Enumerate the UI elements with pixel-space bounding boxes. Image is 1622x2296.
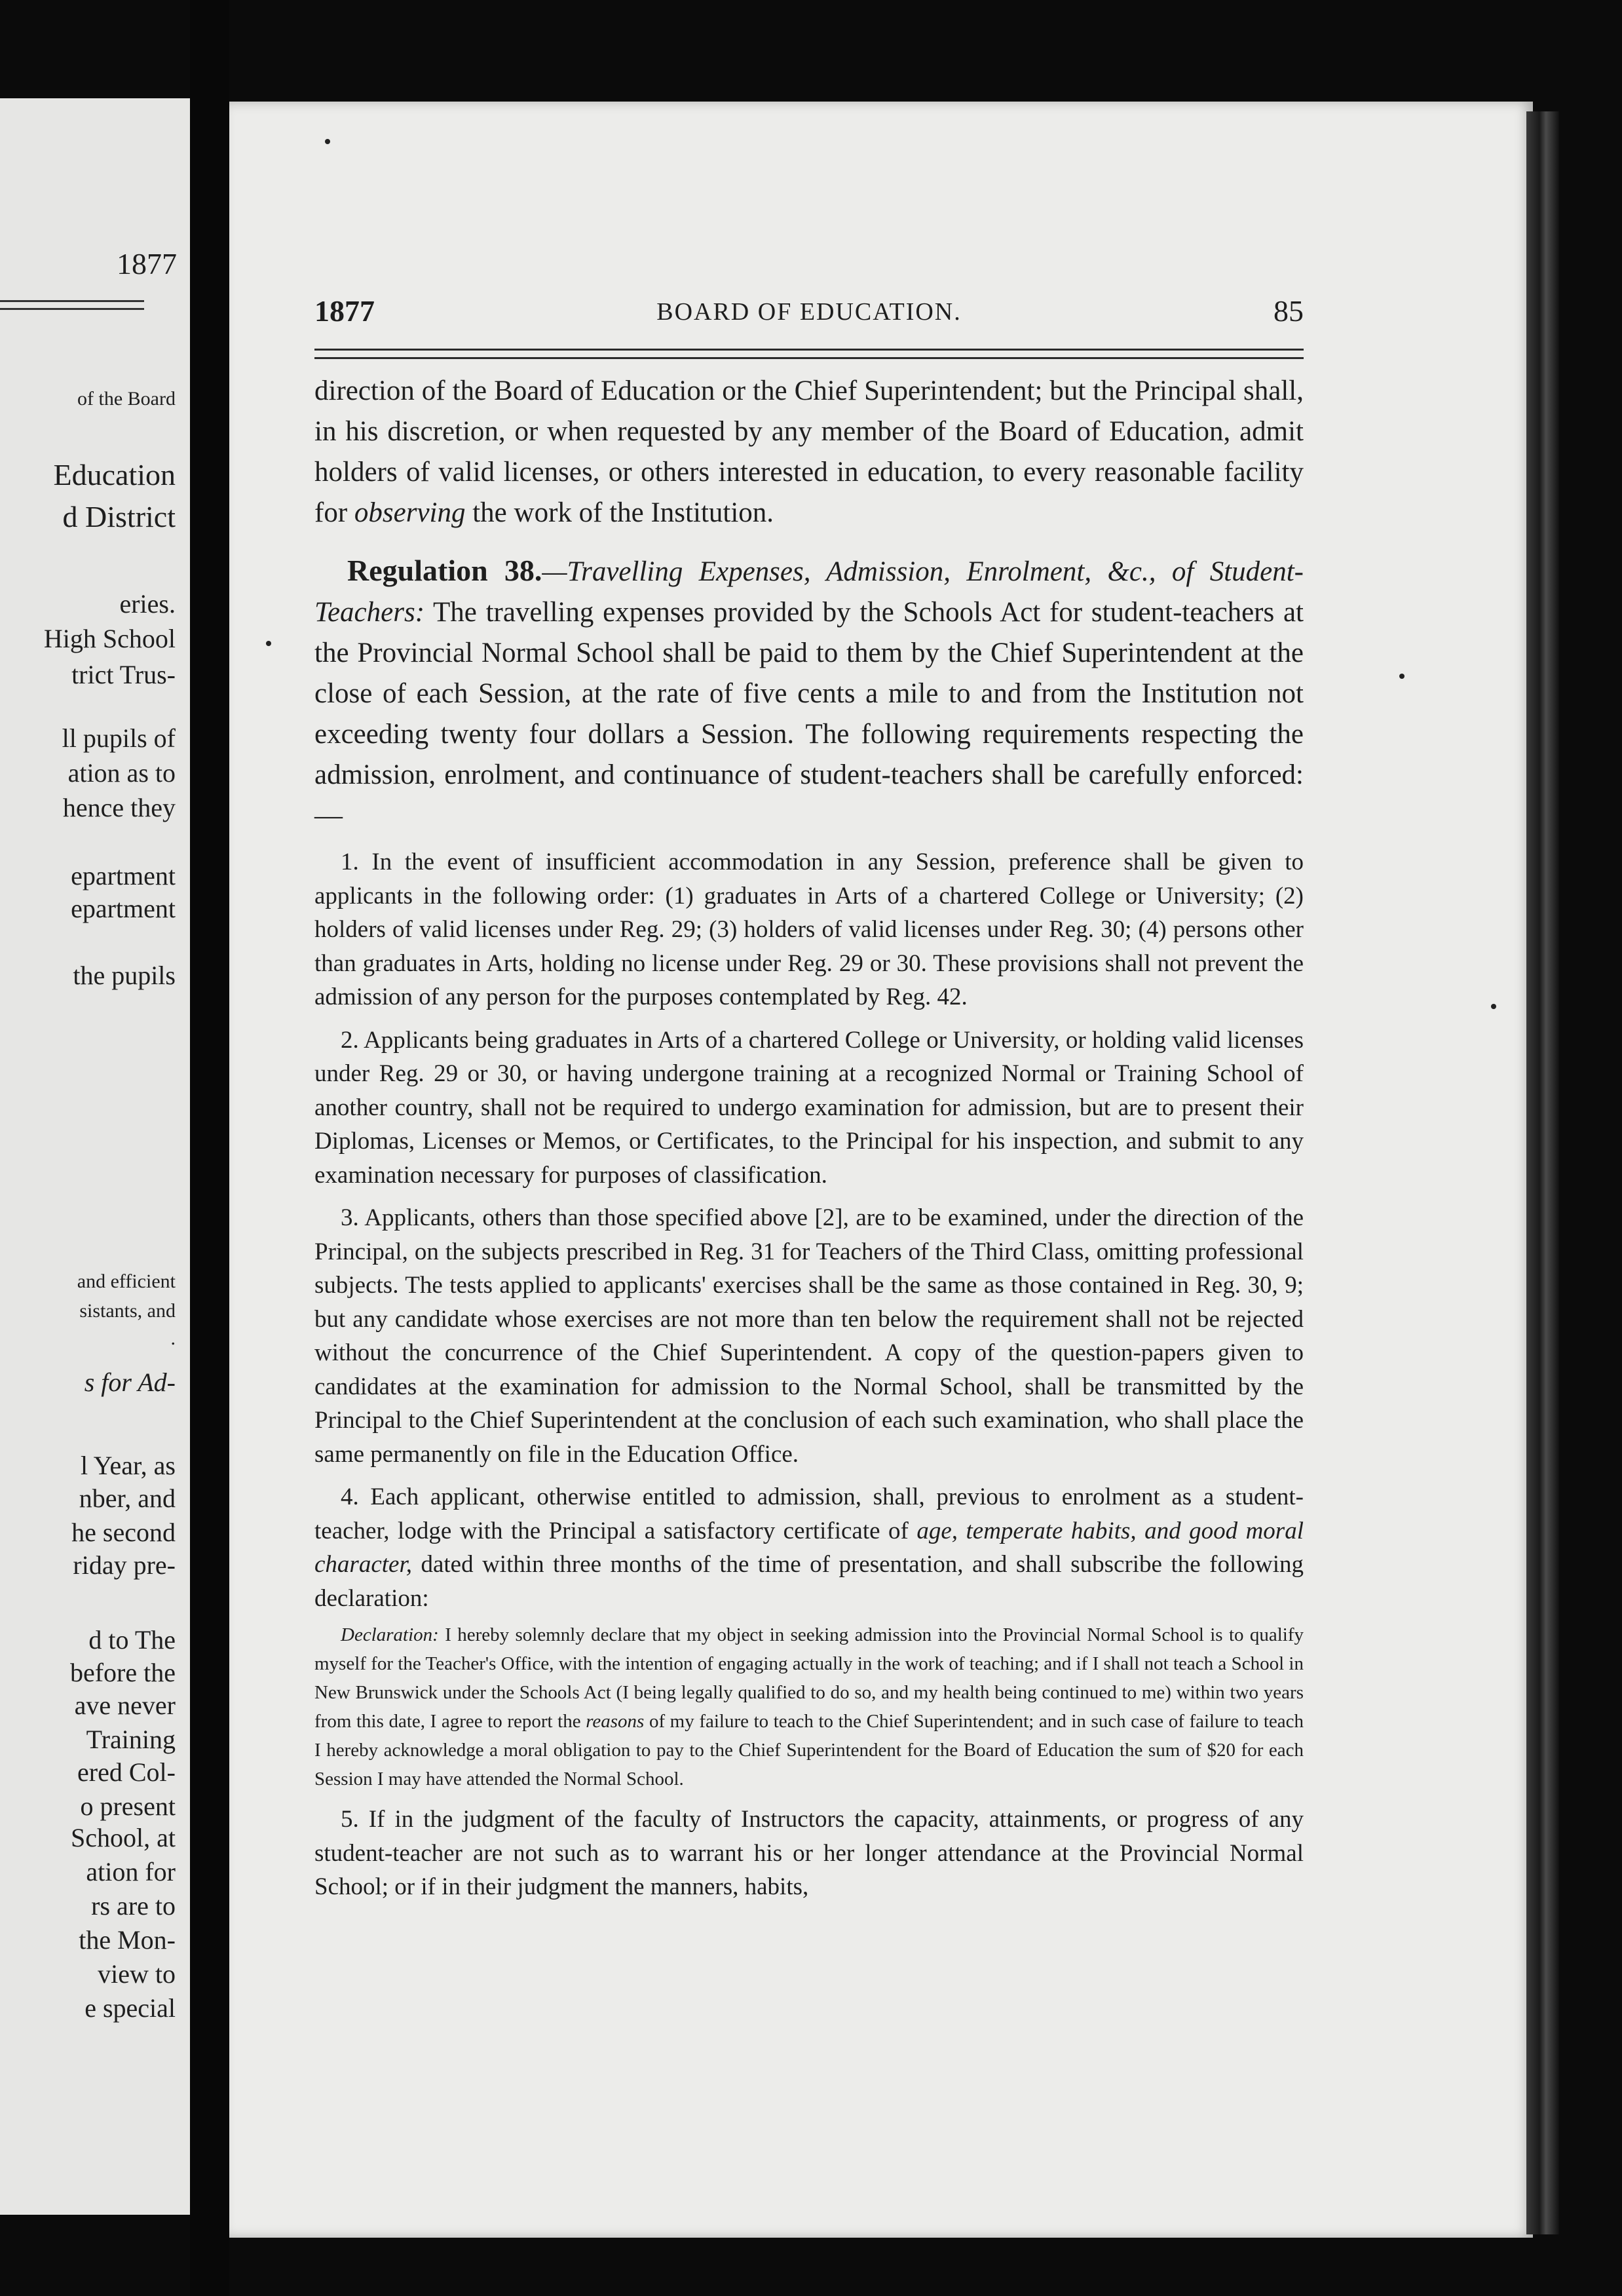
speck: [325, 139, 330, 144]
regulation-text: The travelling expenses provided by the Schools Act for student-teachers at the Provincial Normal School shall be paid to them by the Chief Superintendent at the close of each Session, at the rate of five cents a mile to and from the Institution not exceeding twenty four dollars a Session. The following requirements respecting the admission, enrolment, and continuance of student-teachers shall be carefully enforced:—: [314, 597, 1304, 831]
speck: [1491, 1004, 1496, 1009]
left-page-line: ation for: [86, 1857, 176, 1886]
item-3: 3. Applicants, others than those specified above [2], are to be examined, under the direction of the Principal, on the subjects prescribed in Reg. 31 for Teachers of the Third Class, omitting professional subjects. The tests applied to applicants' exercises shall be the same as those contained in Reg. 30, 9; but any candidate whose exercises are not more than ten below the requirement shall not be rejected without the concurrence of the Chief Superintendent. A copy of the question-papers given to candidates at the examination for admission to the Normal School, shall be transmitted by the Principal to the Chief Superintendent at the conclusion of each such examination, who shall place the same permanently on file in the Education Office.: [314, 1204, 1304, 1468]
speck: [266, 641, 271, 646]
left-page-line: epartment: [71, 894, 176, 923]
left-page-line: view to: [98, 1959, 176, 1989]
item-4-start: 4. Each applicant, otherwise entitled to admission, shall, previous to enrolment as a student-teacher, lodge with the Principal a satisfactory certificate of: [314, 1483, 1304, 1544]
left-page-line: epartment: [71, 861, 176, 890]
left-page-line: Education: [53, 458, 176, 491]
left-page-line: eries.: [119, 589, 176, 619]
left-page-line: ll pupils of: [62, 723, 176, 753]
page-edge: [1526, 111, 1559, 2234]
item-4-end: dated within three months of the time of presentation, and shall subscribe the following declaration:: [314, 1551, 1304, 1612]
declaration-label: Declaration:: [341, 1624, 439, 1645]
continuation-paragraph: [314, 371, 1304, 533]
header-year: 1877: [314, 294, 375, 328]
continuation-text: direction of the Board of Education or the Chief Superintendent; but the Principal shall, in his discretion, or when requested by any member of the Board of Education, admit holders of valid licenses, or others interested in education, to every reasonable facility for: [314, 375, 1304, 528]
left-page-line: the pupils: [73, 961, 176, 990]
previous-page: [0, 98, 190, 2215]
speck: [1399, 674, 1405, 679]
left-page-line: o present: [80, 1791, 176, 1821]
left-page-line: the Mon-: [79, 1925, 176, 1955]
page-number: 85: [1273, 294, 1304, 328]
left-page-line: of the Board: [77, 388, 176, 410]
header-rule: [314, 349, 1304, 359]
header-title: BOARD OF EDUCATION.: [656, 298, 962, 326]
left-page-line: Training: [86, 1725, 176, 1754]
left-page-line: hence they: [62, 793, 176, 822]
regulation-heading: Regulation 38.: [347, 554, 542, 587]
left-page-line: riday pre-: [73, 1550, 176, 1580]
left-page-line: e special: [85, 1993, 176, 2023]
book-gutter: [190, 0, 229, 2296]
left-page-line: ave never: [74, 1691, 176, 1720]
left-page-line: .: [170, 1328, 176, 1349]
left-page-rule: [0, 300, 144, 310]
left-page-line: l Year, as: [80, 1451, 176, 1480]
declaration-text-1: I hereby solemnly declare that my object in seeking admission into the Provincial Normal School is to qualify myself for the Teacher's Office, with the intention of engaging actually in the work of teaching; and if I shall not teach a School in New Brunswick under the Schools Act (I being legally qualified to do so, and my health being continued to me) within two years from this date, I agree to report the: [314, 1624, 1304, 1732]
left-page-line: ered Col-: [77, 1757, 176, 1787]
left-page-line: sistants, and: [79, 1300, 176, 1322]
left-page-line: s for Ad-: [84, 1368, 176, 1397]
left-page-line: ation as to: [67, 758, 176, 788]
left-page-line: trict Trus-: [71, 660, 176, 689]
left-page-line: he second: [71, 1518, 176, 1547]
continuation-end: the work of the Institution.: [472, 497, 774, 528]
declaration-text-2: of my failure to teach to the Chief Superintendent; and in such case of failure to teach I hereby acknowledge a moral obligation to pay to the Chief Superintendent for the Board of Education the sum of $20 for each Session I may have attended the Normal School.: [314, 1711, 1304, 1789]
regulation-subject: —Travelling Expenses, Admission, Enrolment, &c., of Student-Teachers:: [314, 556, 1304, 628]
continuation-italic: observing: [354, 497, 466, 528]
left-page-line: d to The: [88, 1625, 176, 1655]
declaration-italic: reasons: [586, 1711, 645, 1732]
regulation-38-paragraph: [314, 550, 1304, 836]
left-page-line: School, at: [71, 1823, 176, 1852]
left-page-line: d District: [62, 500, 176, 533]
left-page-line: rs are to: [91, 1891, 176, 1921]
left-page-line: before the: [69, 1658, 176, 1687]
item-1: 1. In the event of insufficient accommodation in any Session, preference shall be given to applicants in the following order: (1) graduates in Arts of a chartered College or University; (2) holders of valid licenses under Reg. 29; (3) holders of valid licenses under Reg. 30; (4) persons other than graduates in Arts, holding no license under Reg. 29 or 30. These provisions shall not prevent the admission of any person for the purposes contemplated by Reg. 42.: [314, 849, 1304, 1010]
item-5: 5. If in the judgment of the faculty of Instructors the capacity, attainments, or progress of any student-teacher are not such as to warrant his or her longer attendance at the Provincial Normal School; or if in their judgment the manners, habits,: [314, 1806, 1304, 1900]
page-body: [314, 371, 1304, 1904]
declaration: [314, 1620, 1304, 1793]
left-page-year: 1877: [117, 247, 177, 280]
left-page-line: and efficient: [77, 1271, 176, 1292]
left-page-line: nber, and: [79, 1483, 176, 1513]
item-2: 2. Applicants being graduates in Arts of a chartered College or University, or holding valid licenses under Reg. 29 or 30, or having undergone training at a recognized Normal or Training School of another country, shall not be required to undergo examination for admission, but are to present their Diplomas, Licenses or Memos, or Certificates, to the Principal for his inspection, and submit to any examination necessary for purposes of classification.: [314, 1026, 1304, 1189]
item-4: [314, 1480, 1304, 1615]
item-4-italic: age, temperate habits, and good moral character,: [314, 1517, 1304, 1578]
running-header: [314, 294, 1304, 333]
left-page-line: High School: [43, 624, 176, 653]
